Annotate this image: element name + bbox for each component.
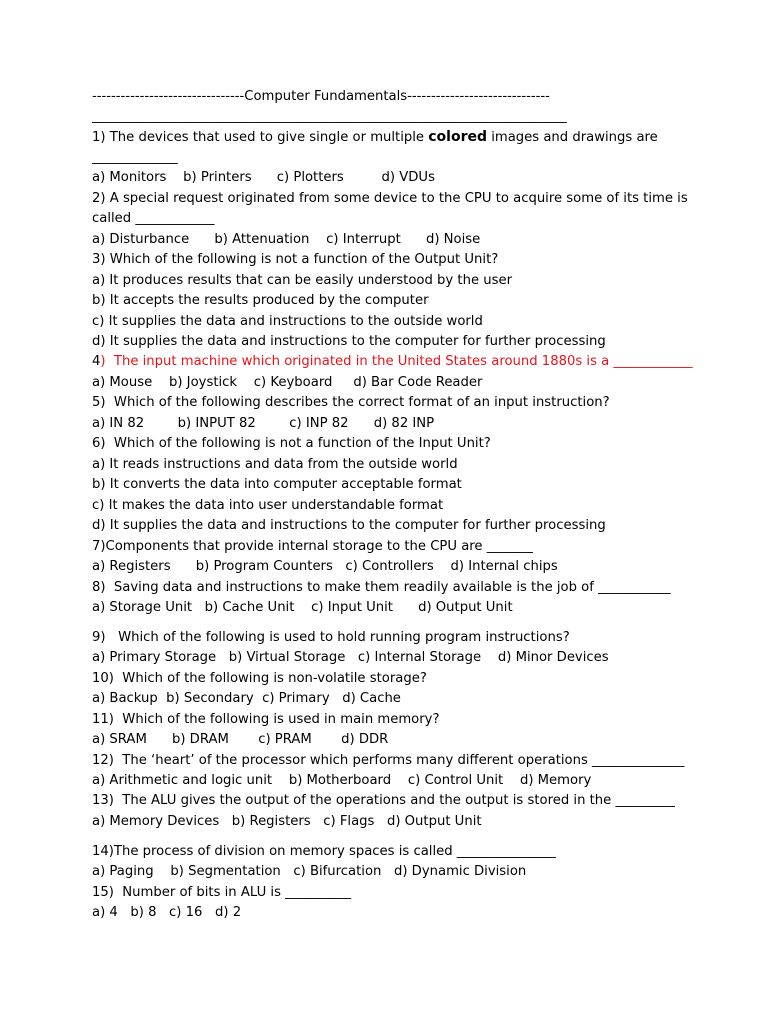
question-6-option-b: b) It converts the data into computer acceptable format [92,477,462,492]
question-1-options: a) Monitors b) Printers c) Plotters d) VDUs [92,170,435,185]
question-15-text: 15) Number of bits in ALU is __________ [92,885,352,900]
question-11-options: a) SRAM b) DRAM c) PRAM d) DDR [92,732,389,747]
question-3-option-a: a) It produces results that can be easily understood by the user [92,273,513,288]
question-9-options: a) Primary Storage b) Virtual Storage c) Internal Storage d) Minor Devices [92,650,609,665]
question-9-text: 9) Which of the following is used to hold running program instructions? [92,630,570,645]
question-2-text: 2) A special request originated from some device to the CPU to acquire some of its time is [92,191,688,206]
question-3-text: 3) Which of the following is not a function of the Output Unit? [92,252,499,267]
question-11-text: 11) Which of the following is used in main memory? [92,712,440,727]
question-12-options: a) Arithmetic and logic unit b) Motherboard c) Control Unit d) Memory [92,773,592,788]
question-6-option-d: d) It supplies the data and instructions to the computer for further processing [92,518,606,533]
question-4-text: 4) The input machine which originated in the United States around 1880s is a ____________ [92,354,693,369]
question-8-text: 8) Saving data and instructions to make them readily available is the job of ___________ [92,580,671,595]
question-5-text: 5) Which of the following describes the correct format of an input instruction? [92,395,610,410]
document-title: --------------------------------Computer Fundamentals------------------------------ [92,89,550,104]
question-6-option-c: c) It makes the data into user understandable format [92,498,444,513]
question-3-option-d: d) It supplies the data and instructions to the computer for further processing [92,334,606,349]
question-13-options: a) Memory Devices b) Registers c) Flags d) Output Unit [92,814,482,829]
question-10-options: a) Backup b) Secondary c) Primary d) Cache [92,691,401,706]
question-2-text-cont: called ____________ [92,211,215,226]
question-14-options: a) Paging b) Segmentation c) Bifurcation d) Dynamic Division [92,864,527,879]
question-8-options: a) Storage Unit b) Cache Unit c) Input Unit d) Output Unit [92,600,513,615]
question-6-option-a: a) It reads instructions and data from the outside world [92,457,458,472]
question-4-options: a) Mouse b) Joystick c) Keyboard d) Bar Code Reader [92,375,483,390]
question-1-text: 1) The devices that used to give single or multiple colored images and drawings are [92,129,658,145]
question-10-text: 10) Which of the following is non-volatile storage? [92,671,427,686]
question-12-text: 12) The ‘heart’ of the processor which performs many different operations ______________ [92,753,685,768]
question-14-text: 14)The process of division on memory spaces is called _______________ [92,844,556,859]
question-7-options: a) Registers b) Program Counters c) Controllers d) Internal chips [92,559,558,574]
question-3-option-c: c) It supplies the data and instructions to the outside world [92,314,483,329]
question-15-options: a) 4 b) 8 c) 16 d) 2 [92,905,242,920]
question-2-options: a) Disturbance b) Attenuation c) Interrupt d) Noise [92,232,481,247]
question-7-text: 7)Components that provide internal storage to the CPU are _______ [92,539,533,554]
question-1-blank: _____________ [92,150,178,165]
question-6-text: 6) Which of the following is not a function of the Input Unit? [92,436,491,451]
question-3-option-b: b) It accepts the results produced by the computer [92,293,429,308]
question-13-text: 13) The ALU gives the output of the operations and the output is stored in the _________ [92,793,675,808]
separator-line: ________________________________________________________________________ [92,109,567,124]
question-5-options: a) IN 82 b) INPUT 82 c) INP 82 d) 82 INP [92,416,435,431]
